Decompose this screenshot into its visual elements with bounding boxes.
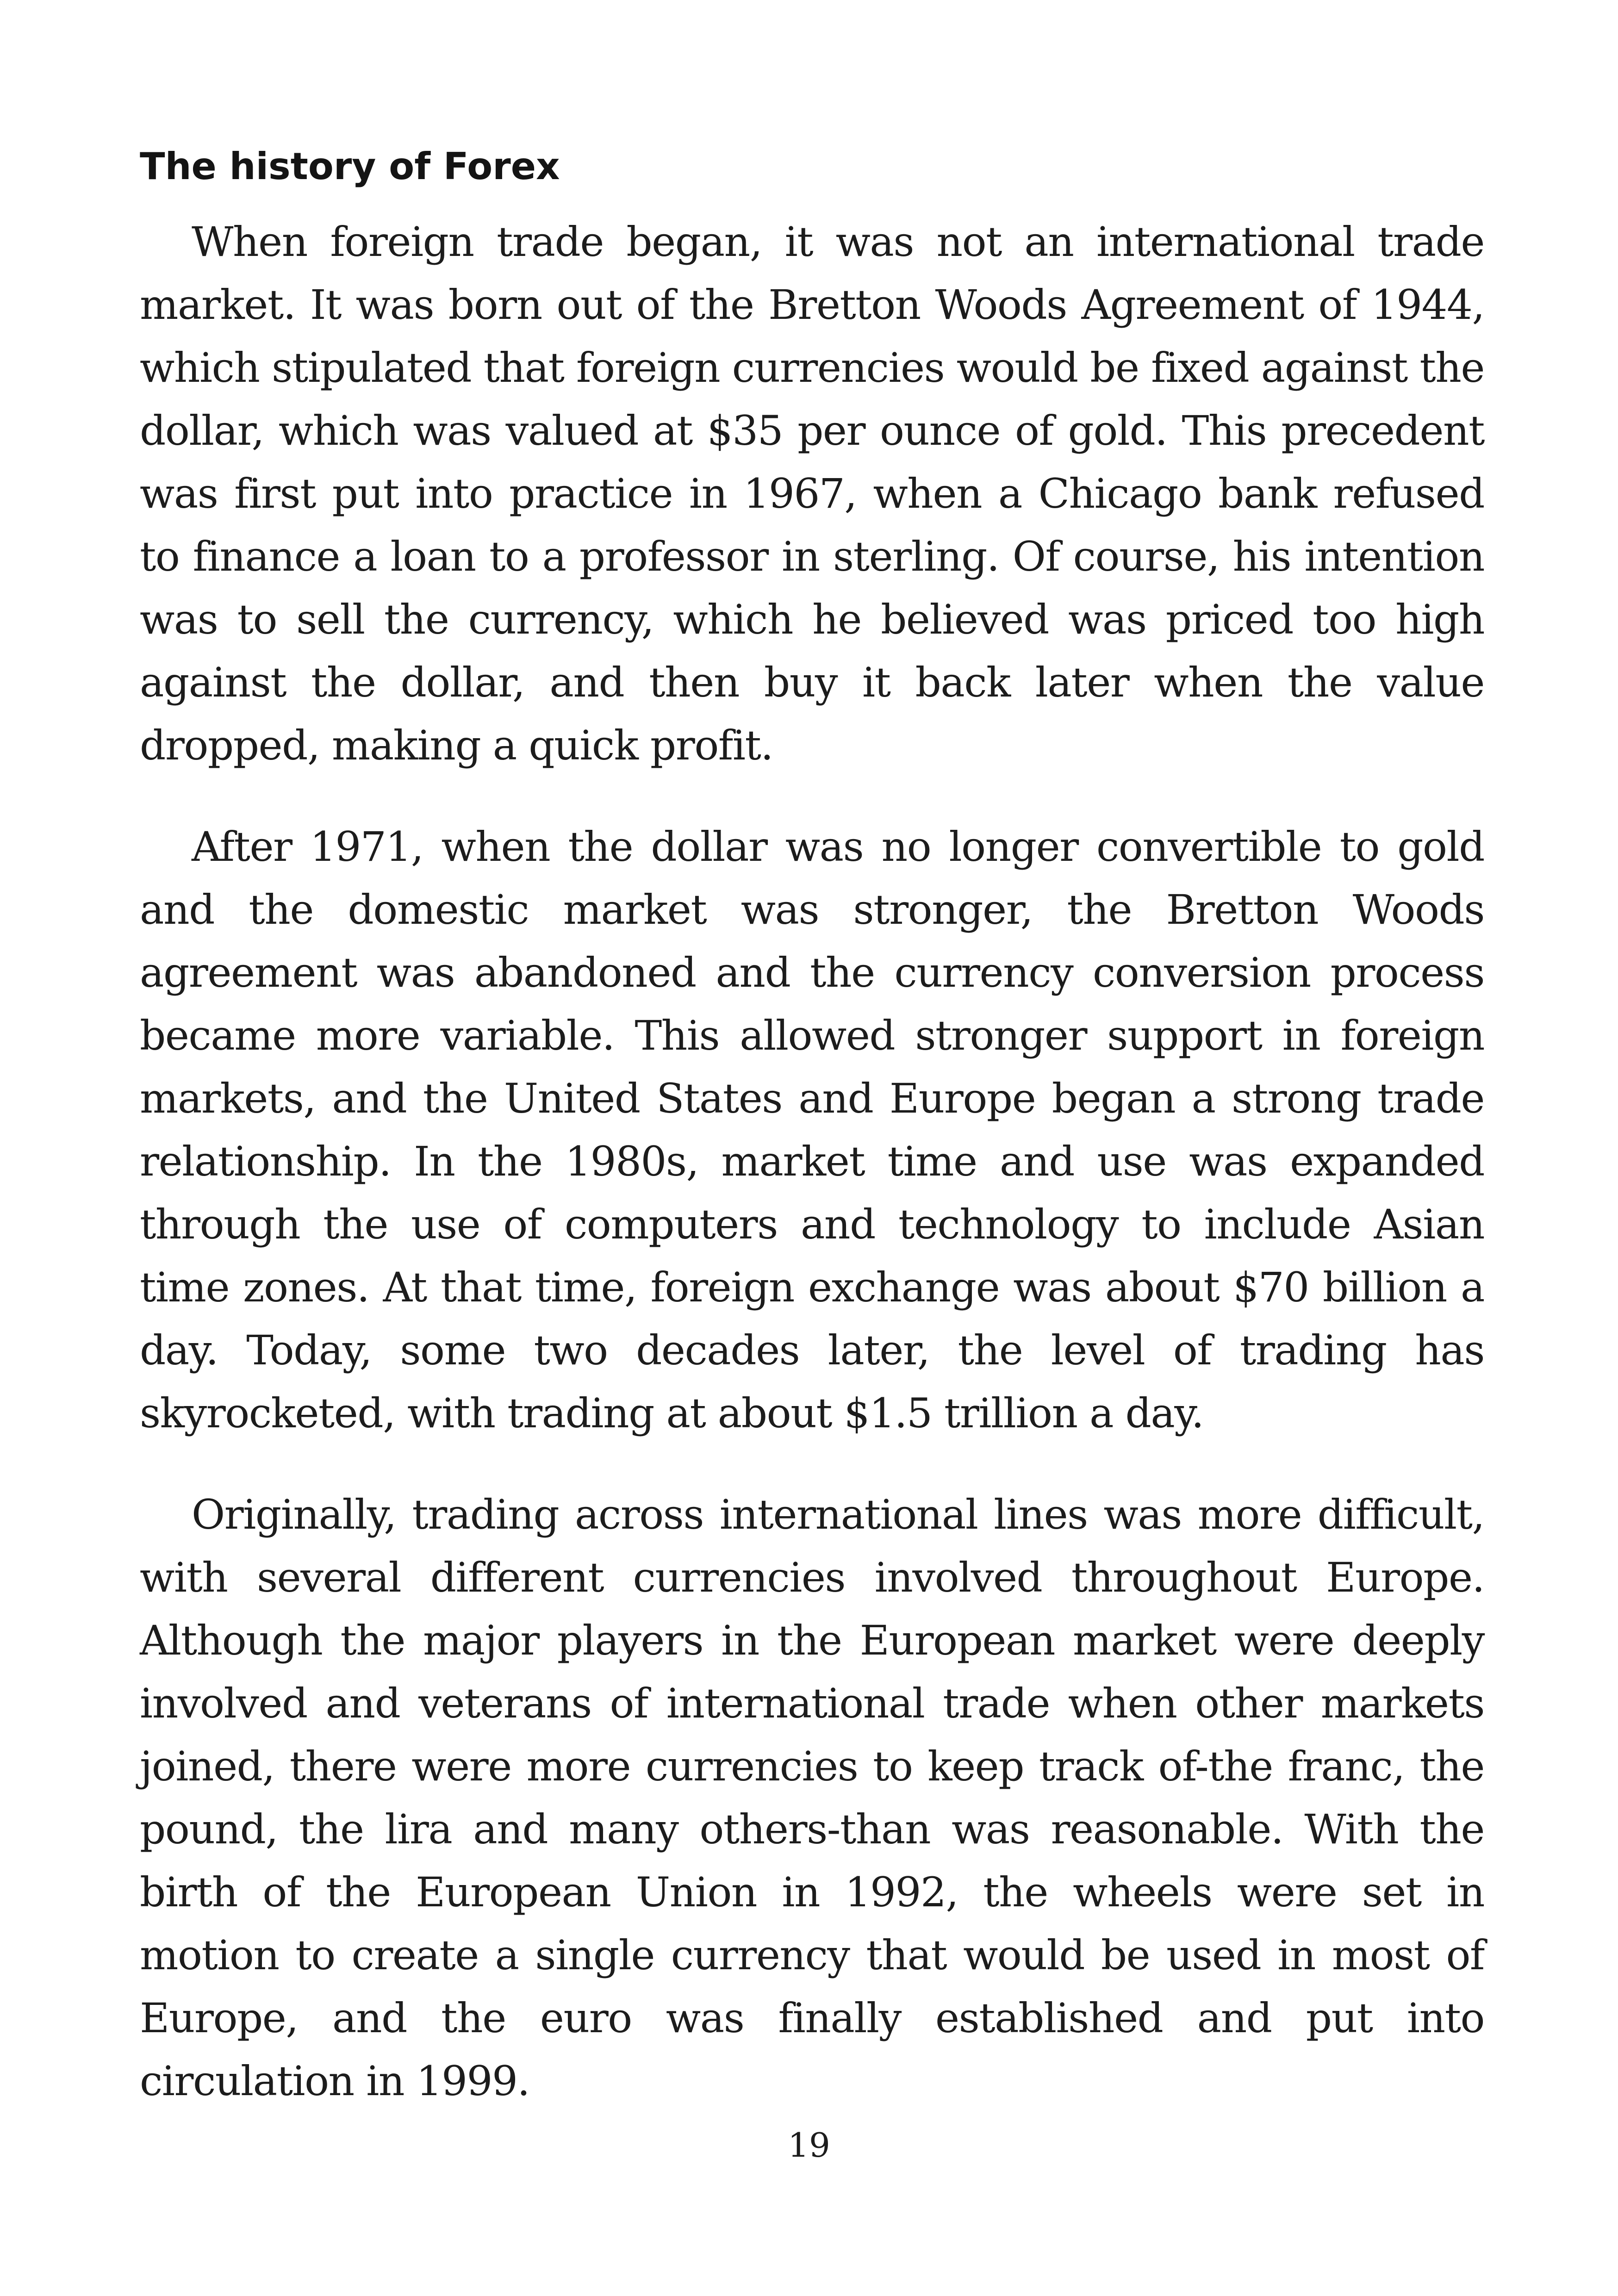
paragraph: Originally, trading across international lines was more difficult, with several different currencies involved throughout Europe. Although the major players in the European market were deeply involved and veterans of international trade when other markets joined, there were more currencies to keep track of-the franc, the pound, the lira and many others-than was reasonable. With the birth of the European Union in 1992, the wheels were set in motion to create a single currency that would be used in most of Europe, and the euro was finally established and put into circulation in 1999. (140, 1491, 1484, 2105)
page-number: 19 (788, 2126, 830, 2165)
body-text (140, 211, 1484, 2151)
section-heading: The history of Forex (140, 145, 560, 188)
paragraph: After 1971, when the dollar was no longer convertible to gold and the domestic market was stronger, the Bretton Woods agreement was abandoned and the currency conversion process became more variable. This allowed stronger support in foreign markets, and the United States and Europe began a strong trade relationship. In the 1980s, market time and use was expanded through the use of computers and technology to include Asian time zones. At that time, foreign exchange was about $70 billion a day. Today, some two decades later, the level of trading has skyrocketed, with trading at about $1.5 trillion a day. (140, 823, 1484, 1437)
paragraph: When foreign trade began, it was not an international trade market. It was born out of the Bretton Woods Agreement of 1944, which stipulated that foreign currencies would be fixed against the dollar, which was valued at $35 per ounce of gold. This precedent was first put into practice in 1967, when a Chicago bank refused to finance a loan to a professor in sterling. Of course, his intention was to sell the currency, which he believed was priced too high against the dollar, and then buy it back later when the value dropped, making a quick profit. (140, 218, 1484, 769)
